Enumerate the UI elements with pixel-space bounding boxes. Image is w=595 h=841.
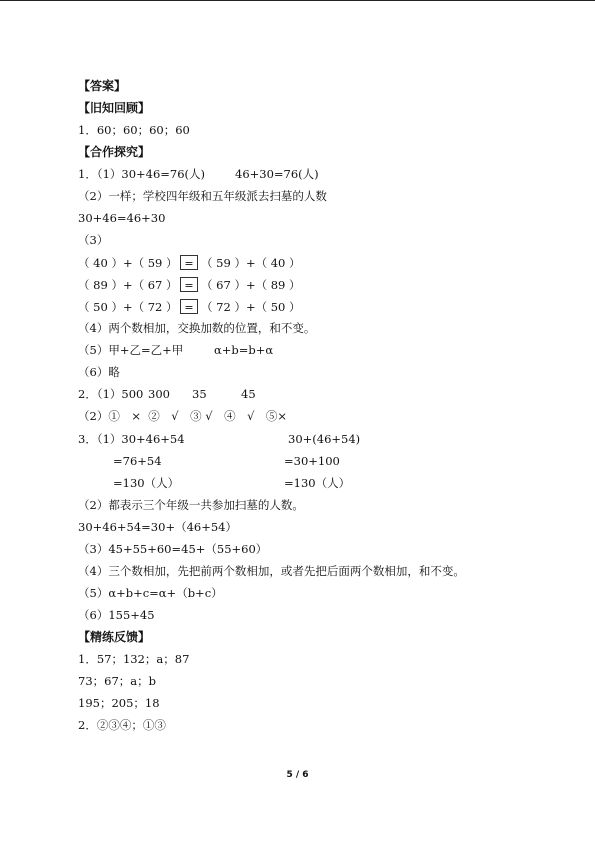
top-rule — [0, 0, 595, 1]
equation-2-sign: = — [180, 277, 198, 292]
explore-3-3: （3）45+55+60=45+（55+60） — [78, 542, 268, 556]
explore-1-3: （3） — [78, 233, 109, 247]
equation-1-left: （ 40 ）+（ 59 ） — [78, 256, 178, 270]
explore-3-step1-a: =76+54 — [113, 454, 162, 468]
practice-1: 1．57；132；a；87 — [78, 652, 190, 666]
explore-1-2: （2）一样；学校四年级和五年级派去扫墓的人数 — [78, 189, 327, 203]
explore-1-5: （5）甲+乙=乙+甲 — [78, 343, 184, 357]
explore-1-1-b: 46+30=76(人) — [235, 167, 319, 181]
practice-4: 2．②③④；①③ — [78, 718, 166, 732]
equation-3-sign: = — [180, 299, 198, 314]
explore-2-2: （2）① × ② √ ③ √ ④ √ ⑤× — [78, 409, 288, 423]
explore-3-2-eq: 30+46+54=30+（46+54） — [78, 520, 237, 534]
equation-3-left: （ 50 ）+（ 72 ） — [78, 300, 178, 314]
explore-3-2: （2）都表示三个年级一共参加扫墓的人数。 — [78, 498, 304, 512]
explore-3-step2-a: =130（人） — [113, 476, 180, 490]
explore-3-5: （5）α+b+c=α+（b+c） — [78, 586, 223, 600]
section-explore: 【合作探究】 — [78, 145, 151, 159]
section-practice: 【精练反馈】 — [78, 630, 151, 644]
explore-1-2-eq: 30+46=46+30 — [78, 211, 166, 225]
explore-3-4: （4）三个数相加，先把前两个数相加，或者先把后面两个数相加，和不变。 — [78, 564, 465, 578]
explore-1-6: （6）略 — [78, 365, 120, 379]
equation-2-right: （ 67 ）+（ 89 ） — [201, 278, 301, 292]
explore-3-6: （6）155+45 — [78, 608, 155, 622]
page-number: 5 / 6 — [286, 770, 309, 780]
equation-2-left: （ 89 ）+（ 67 ） — [78, 278, 178, 292]
explore-3-step2-b: =130（人） — [284, 476, 351, 490]
explore-2-1-d: 45 — [241, 387, 256, 401]
explore-2-1-c: 35 — [192, 387, 207, 401]
equation-3-right: （ 72 ）+（ 50 ） — [201, 300, 301, 314]
explore-2-1-b: 300 — [148, 387, 170, 401]
equation-1-right: （ 59 ）+（ 40 ） — [201, 256, 301, 270]
section-review: 【旧知回顾】 — [78, 101, 151, 115]
practice-3: 195；205；18 — [78, 696, 160, 710]
explore-2-1: 2．（1）500 — [78, 387, 144, 401]
section-answer: 【答案】 — [78, 79, 127, 93]
explore-1-5-b: α+b=b+α — [214, 343, 274, 357]
equation-1-sign: = — [180, 255, 198, 270]
explore-3-step1-b: =30+100 — [284, 454, 340, 468]
review-line-1: 1．60；60；60；60 — [78, 123, 190, 137]
practice-2: 73；67；a；b — [78, 674, 156, 688]
explore-1-1: 1．（1）30+46=76(人) — [78, 167, 206, 181]
explore-3-1: 3．（1）30+46+54 — [78, 432, 185, 446]
explore-3-1-b: 30+(46+54) — [288, 432, 361, 446]
explore-1-4: （4）两个数相加，交换加数的位置，和不变。 — [78, 321, 316, 335]
